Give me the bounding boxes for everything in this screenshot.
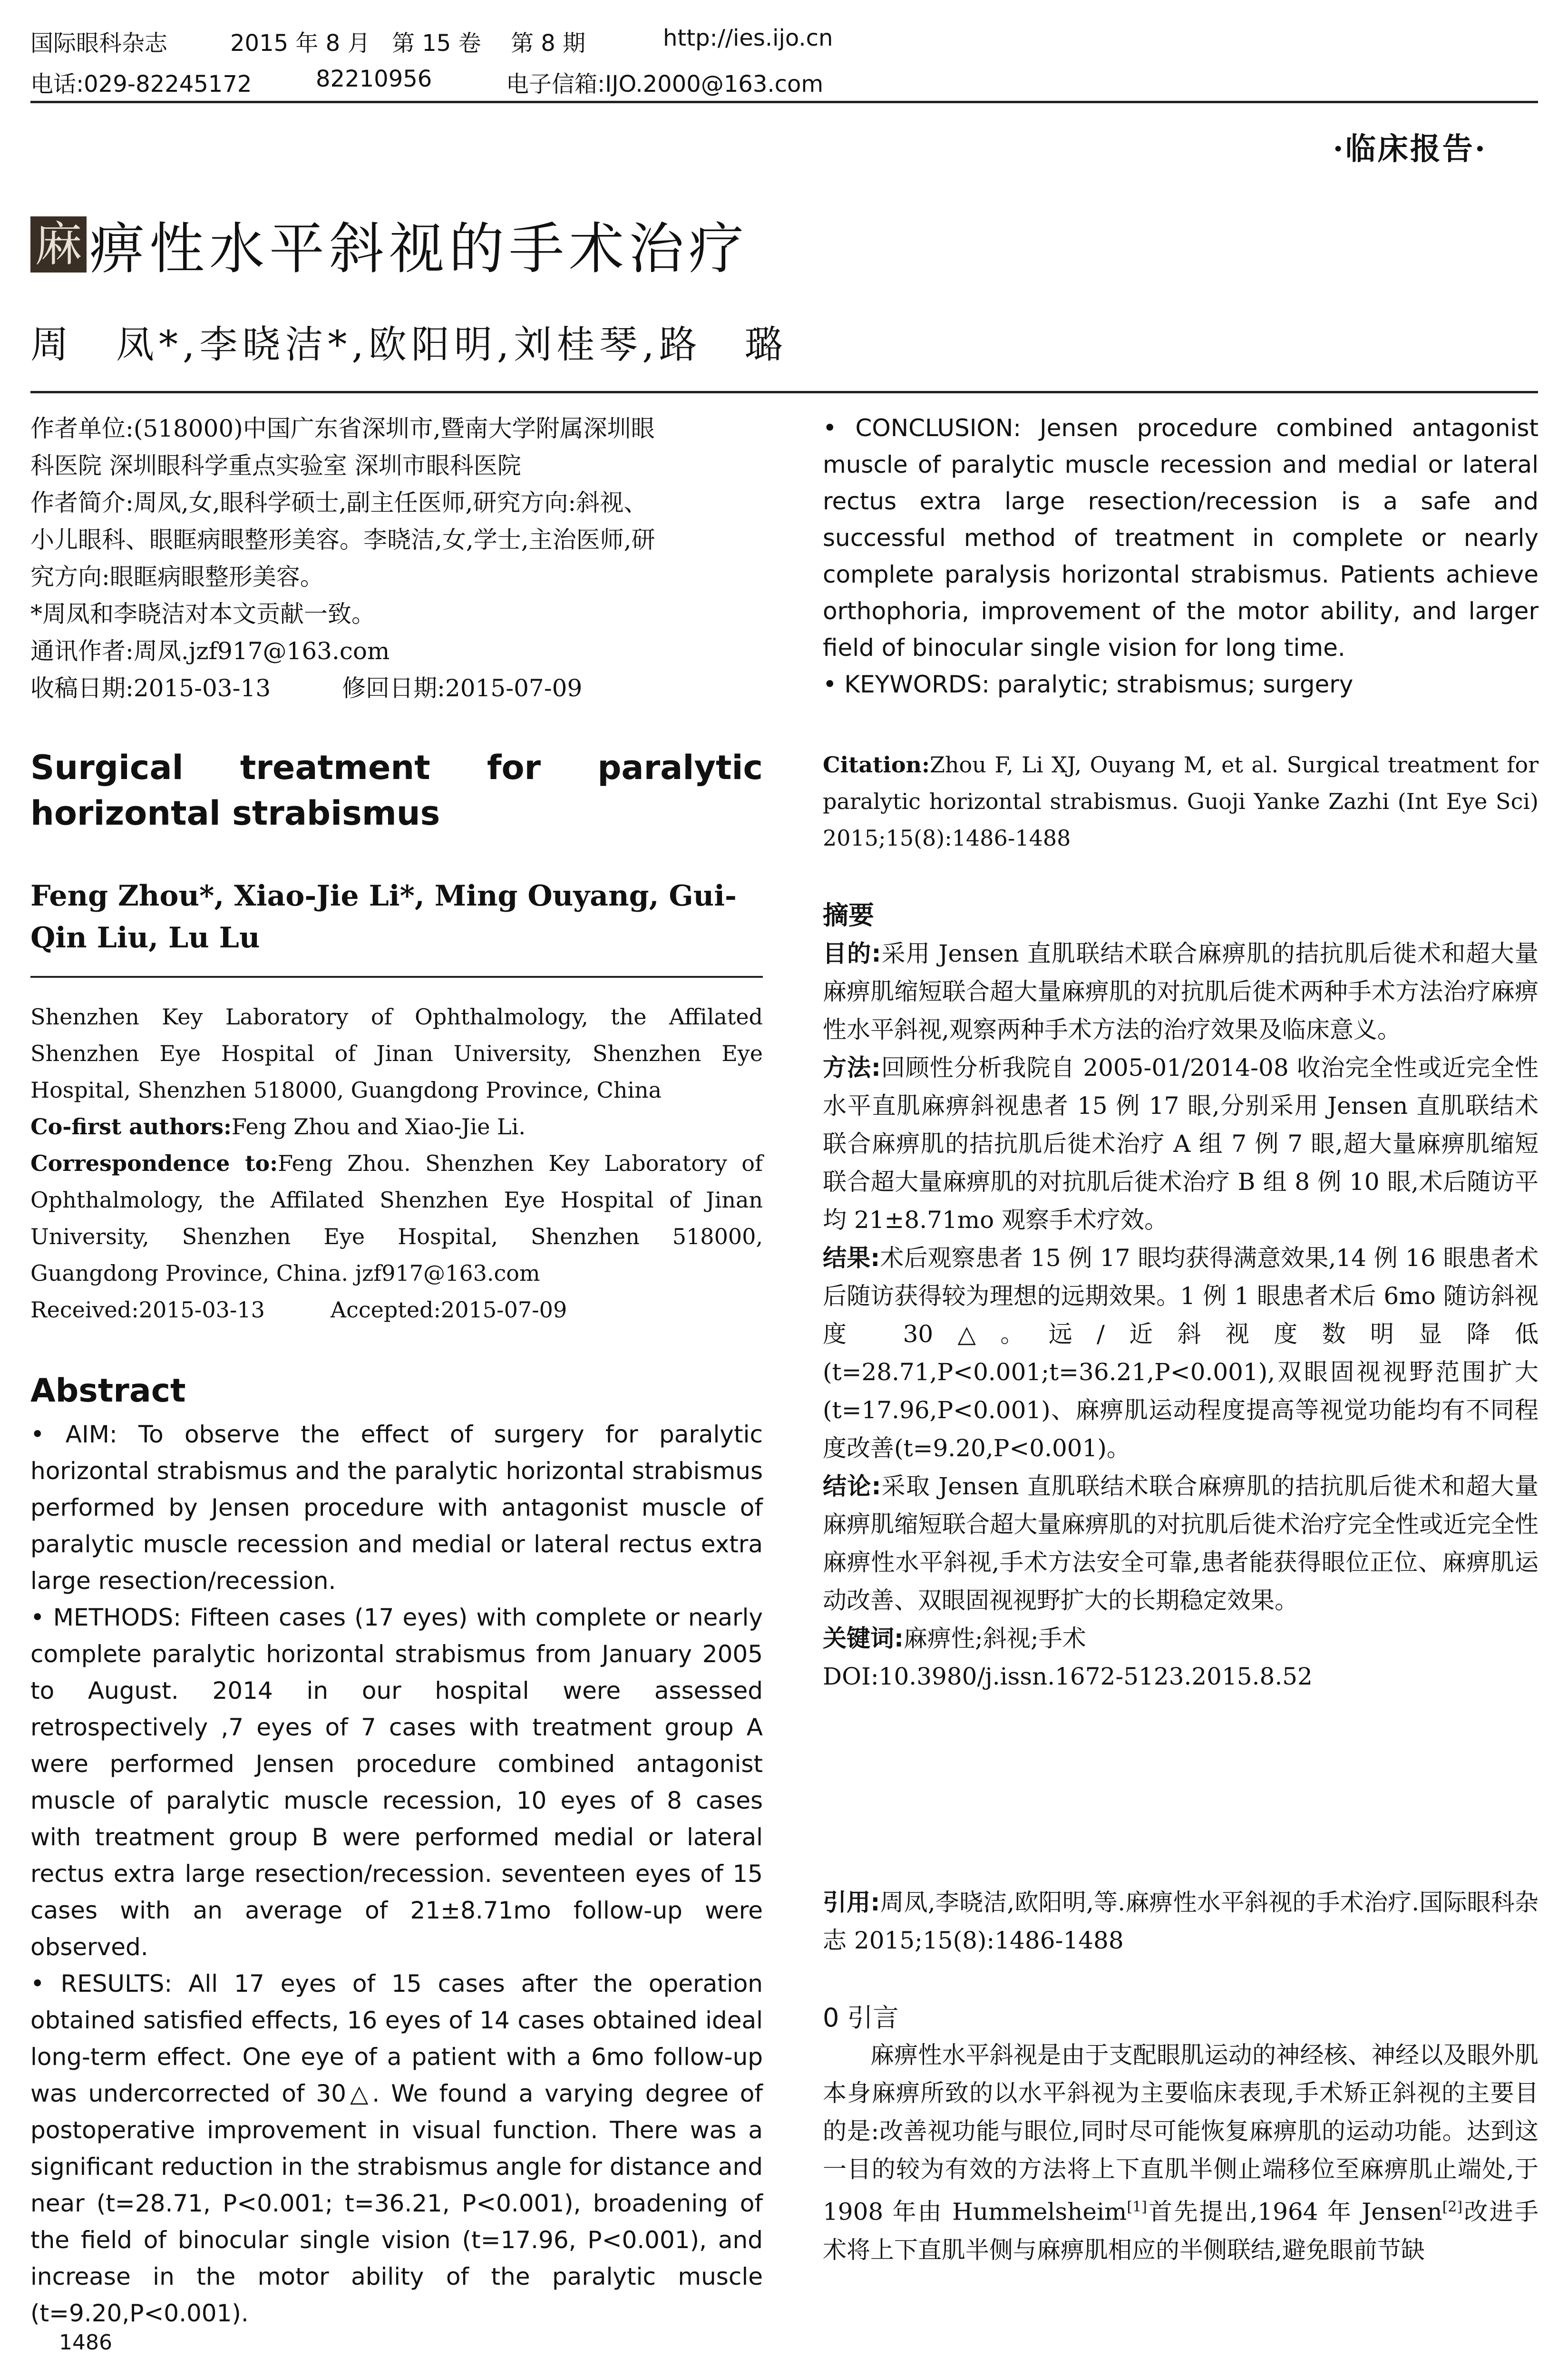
abstract-results: • RESULTS: All 17 eyes of 15 cases after the operation obtained satisfied effects, 16 eyes of 14 cases obtained ideal long-term effect. One eye of a patient with a 6mo follow-up was undercorrected of 30△. We found a varying degree of postoperative improvement in visual function. There was a significant reduction in the strabismus angle for distance and near (t=28.71, P<0.001; t=36.21, P<0.001), broadening of the field of binocular single vision (t=17.96, P<0.001), and increase in the motor ability of the paralytic muscle (t=9.20,P<0.001).	[30, 1970, 763, 2327]
affiliation-block	[30, 999, 763, 1328]
zh-doi: DOI:10.3980/j.issn.1672-5123.2015.8.52	[823, 1663, 1313, 1690]
citation-text: Zhou F, Li XJ, Ouyang M, et al. Surgical treatment for paralytic horizontal strabismus. Guoji Yanke Zazhi (Int Eye Sci) 2015;15(8):1486-1488	[823, 752, 1539, 851]
abstract-left	[30, 1416, 763, 2332]
abstract-aim: • AIM: To observe the effect of surgery for paralytic horizontal strabismus and the paralytic horizontal strabismus performed by Jensen procedure with antagonist muscle of paralytic muscle recession and medial or lateral rectus extra large resection/recession.	[30, 1421, 763, 1595]
english-authors: Feng Zhou*, Xiao-Jie Li*, Ming Ouyang, Gui-Qin Liu, Lu Lu	[30, 879, 737, 955]
info-line: 收稿日期:2015-03-13 修回日期:2015-07-09	[30, 674, 583, 702]
journal-phone2: 82210956	[316, 66, 432, 92]
info-line: 作者简介:周凤,女,眼科学硕士,副主任医师,研究方向:斜视、	[30, 489, 648, 516]
chinese-abstract	[823, 895, 1539, 1695]
zh-results: 结果:术后观察患者 15 例 17 眼均获得满意效果,14 例 16 眼患者术后随访获得较为理想的远期效果。1 例 1 眼患者术后 6mo 随访斜视度 30△。远/近斜视度数明显降低(t=28.71,P<0.001;t=36.21,P<0.001),双眼固视视野范围扩大(t=17.96,P<0.001)、麻痹肌运动程度提高等视觉功能均有不同程度改善(t=9.20,P<0.001)。	[823, 1244, 1539, 1462]
introduction	[823, 1997, 1539, 2269]
intro-text: 麻痹性水平斜视是由于支配眼肌运动的神经核、神经以及眼外肌本身麻痹所致的以水平斜视为主要临床表现,手术矫正斜视的主要目的是:改善视功能与眼位,同时尽可能恢复麻痹肌的运动功能。达到这一目的较为有效的方法将上下直肌半侧止端移位至麻痹肌止端处,于 1908 年由 Hummelsheim[1]首先提出,1964 年 Jensen[2]改进手术将上下直肌半侧与麻痹肌相应的半侧联结,避免眼前节缺	[823, 2041, 1539, 2264]
page-number: 1486	[59, 2330, 112, 2355]
correspondence: Correspondence to:Feng Zhou. Shenzhen Key Laboratory of Ophthalmology, the Affilated Shenzhen Eye Hospital of Jinan University, Shenzhen Eye Hospital, Shenzhen 518000, Guangdong Province, China. jzf917@163.com	[30, 1150, 763, 1286]
journal-website: http://ies.ijo.cn	[663, 25, 833, 51]
zh-conclusion: 结论:采取 Jensen 直肌联结术联合麻痹肌的拮抗肌后徙术和超大量麻痹肌缩短联合超大量麻痹肌的对抗肌后徙术治疗完全性或近完全性麻痹性水平斜视,手术方法安全可靠,患者能获得眼位正位、麻痹肌运动改善、双眼固视视野扩大的长期稳定效果。	[823, 1472, 1539, 1614]
affiliation: Shenzhen Key Laboratory of Ophthalmology, the Affilated Shenzhen Eye Hospital of Jinan University, Shenzhen Eye Hospital, Shenzhen 518000, Guangdong Province, China	[30, 1004, 763, 1103]
abstract-keywords: • KEYWORDS: paralytic; strabismus; surgery	[823, 671, 1354, 698]
zh-keywords: 关键词:麻痹性;斜视;手术	[823, 1625, 1086, 1652]
volume: 第 15 卷	[392, 30, 481, 57]
abstract-heading: Abstract	[30, 1372, 186, 1410]
authors-cn: 周 凤*,李晓洁*,欧阳明,刘桂琴,路 璐	[30, 322, 788, 367]
journal-phone: 电话:029-82245172	[30, 71, 252, 97]
title-rule	[30, 391, 1538, 393]
zh-methods: 方法:回顾性分析我院自 2005-01/2014-08 收治完全性或近完全性水平直肌麻痹斜视患者 15 例 17 眼,分别采用 Jensen 直肌联结术联合麻痹肌的拮抗肌后徙术治疗 A 组 7 例 7 眼,超大量麻痹肌缩短联合超大量麻痹肌的对抗肌后徙术治疗 B 组 8 例 10 眼,术后随访平均 21±8.71mo 观察手术疗效。	[823, 1054, 1539, 1234]
info-line: 作者单位:(518000)中国广东省深圳市,暨南大学附属深圳眼	[30, 415, 655, 442]
section-label: ·临床报告·	[1333, 131, 1487, 167]
info-line: 究方向:眼眶病眼整形美容。	[30, 563, 324, 591]
issue-number: 第 8 期	[511, 30, 586, 57]
english-title: Surgical treatment for paralytic horizontal strabismus	[30, 748, 763, 833]
title-text: 痹性水平斜视的手术治疗	[89, 217, 749, 281]
zh-aim: 目的:采用 Jensen 直肌联结术联合麻痹肌的拮抗肌后徙术和超大量麻痹肌缩短联合超大量麻痹肌的对抗肌后徙术两种手术方法治疗麻痹性水平斜视,观察两种手术方法的治疗效果及临床意义。	[823, 940, 1539, 1043]
article-title	[30, 205, 749, 284]
info-line: 小儿眼科、眼眶病眼整形美容。李晓洁,女,学士,主治医师,研	[30, 526, 655, 554]
cofirst-authors: Co-first authors:Feng Zhou and Xiao-Jie Li.	[30, 1114, 526, 1140]
ref-2[interactable]: [2]	[1442, 2199, 1463, 2215]
info-line: 科医院 深圳眼科学重点实验室 深圳市眼科医院	[30, 452, 521, 479]
title-first-char: 麻	[30, 216, 87, 273]
zh-citation	[823, 1883, 1539, 1959]
journal-email: 电子信箱:IJO.2000@163.com	[506, 71, 824, 97]
intro-heading: 0 引言	[823, 2003, 899, 2033]
ref-1[interactable]: [1]	[1127, 2199, 1147, 2215]
citation-label: Citation:	[823, 752, 930, 778]
citation	[823, 747, 1539, 857]
author-info-cn	[30, 410, 763, 707]
header-rule	[30, 101, 1538, 103]
abstract-conclusion: • CONCLUSION: Jensen procedure combined antagonist muscle of paralytic muscle recession and medial or lateral rectus extra large resection/recession is a safe and successful method of treatment in complete or nearly complete paralysis horizontal strabismus. Patients achieve orthophoria, improvement of the motor ability, and larger field of binocular single vision for long time.	[823, 414, 1539, 662]
zh-abstract-heading: 摘要	[823, 900, 874, 930]
info-line: 通讯作者:周凤.jzf917@163.com	[30, 637, 390, 665]
zh-citation-label: 引用:	[823, 1889, 880, 1916]
received-accepted: Received:2015-03-13 Accepted:2015-07-09	[30, 1297, 567, 1323]
journal-name: 国际眼科杂志	[30, 30, 168, 57]
info-line: *周凤和李晓洁对本文贡献一致。	[30, 600, 375, 628]
abstract-methods: • METHODS: Fifteen cases (17 eyes) with complete or nearly complete paralytic horizontal strabismus from January 2005 to August. 2014 in our hospital were assessed retrospectively ,7 eyes of 7 cases with treatment group A were performed Jensen procedure combined antagonist muscle of paralytic muscle recession, 10 eyes of 8 cases with treatment group B were performed medial or lateral rectus extra large resection/recession. seventeen eyes of 15 cases with an average of 21±8.71mo follow-up were observed.	[30, 1604, 763, 1961]
zh-citation-text: 周凤,李晓洁,欧阳明,等.麻痹性水平斜视的手术治疗.国际眼科杂志 2015;15(8):1486-1488	[823, 1889, 1539, 1954]
abstract-right	[823, 410, 1539, 703]
authors-rule	[30, 976, 763, 978]
issue-date: 2015 年 8 月	[230, 30, 370, 57]
